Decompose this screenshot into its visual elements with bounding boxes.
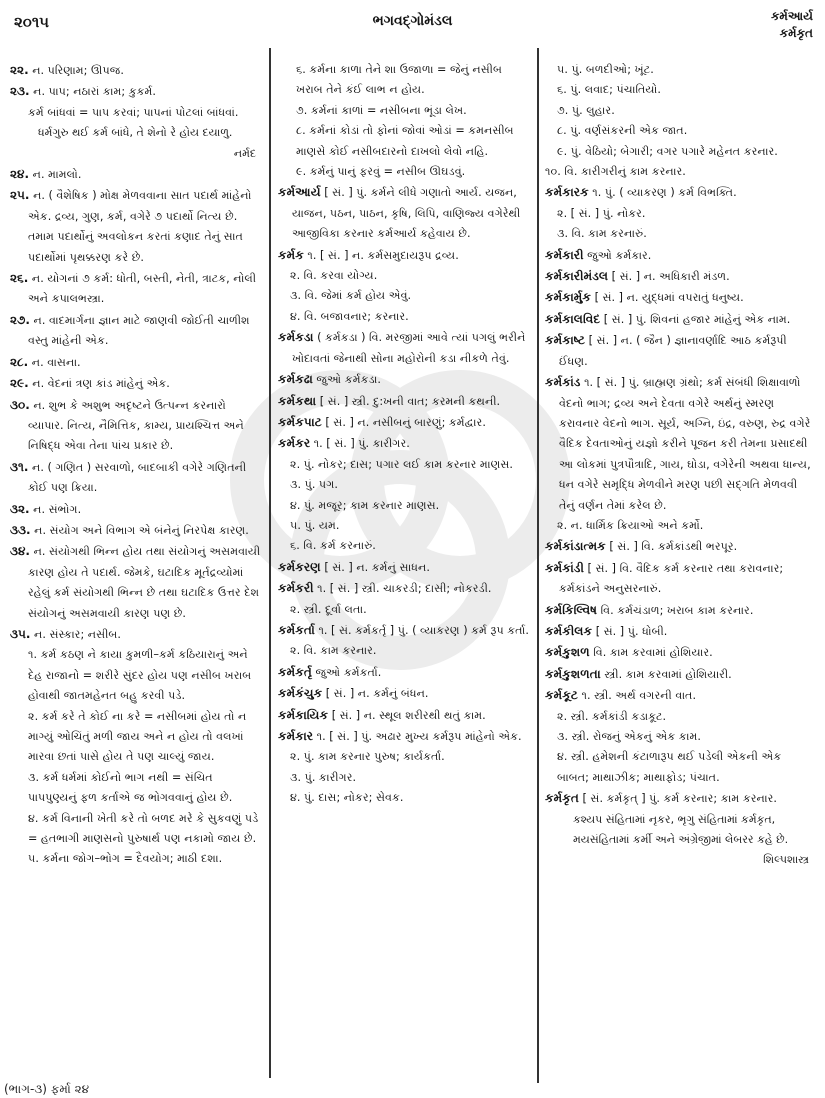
- sense-text: ન. યોગનાં ૭ કર્મ: ધોતી, બસ્તી, નેતી, ત્રાટક, નોલી અને કપાલભસ્ત્રા.: [28, 272, 257, 306]
- sense-text: ન. શુભ કે અશુભ અદૃષ્ટને ઉત્પન્ન કરનારો વ્યાપાર. નિત્ય, નૈમિત્તિક, કામ્ય, પ્રાયશ્ચિત્ત અને નિષિદ્ધ એવા તેના પાંચ પ્રકાર છે.: [28, 398, 244, 453]
- sense-number: ૨૮.: [10, 354, 29, 369]
- headword-entry: [545, 664, 815, 685]
- headword: કર્મકારી: [545, 247, 584, 262]
- headword: કર્મકડા: [278, 330, 314, 345]
- sense-entry: [10, 520, 262, 541]
- headword: કર્મકિલ્વિષ: [545, 602, 598, 617]
- sense-text: ન. પાપ; નઠારાં કામ; કુકર્મ.: [33, 85, 156, 99]
- headword-entry: [278, 245, 532, 266]
- sense-text: ન. સંયોગથી ભિન્ન હોય તથા સંયોગનું અસમવાયી કારણ હોય તે પદાર્થ. જેમકે, ઘટાદિક મૂર્તદ્રવ્યોમાં રહેલું કર્મ સંયોગથી ભિન્ન છે તથા ઘટાદિક ઉત્તર દેશ સંયોગનું અસમવાયી કારણ પણ છે.: [28, 545, 261, 620]
- sense-entry: [10, 457, 262, 499]
- idiom-entry: ૪. કર્મ વિનાની ખેતી કરે તો બળદ મરે કે સુકવણું પડે = હતભાગી માણસનો પુરુષાર્થ પણ નકામો જાય છે.: [28, 811, 259, 846]
- sense-number: ૨૪.: [10, 167, 30, 182]
- subsense-entry: ૨. ન. ધાર્મિક ક્રિયાઓ અને કર્મો.: [557, 518, 704, 532]
- definition-text: [ સં. ] ન. યુદ્ધમાં વપરાતું ધનુષ્ય.: [594, 291, 744, 305]
- idiom-entry: ૬. કર્મના કાળા તેને શા ઉજાળા = જેનું નસીબ ખરાબ તેને કંઈ લાભ ન હોય.: [296, 63, 502, 97]
- subsense-entry: ૭. પું. લુહાર.: [557, 103, 615, 117]
- headword: કર્મકાંડી: [545, 560, 584, 575]
- sense-entry: [10, 499, 262, 520]
- definition-text: [ સં. ] સ્ત્રી. દુ:ખની વાત; કરમની કથની.: [319, 394, 501, 408]
- headword-entry: [545, 621, 815, 642]
- subsense-entry: ૨. વિ. કરવા યોગ્ય.: [290, 269, 378, 283]
- footer-signature: (ભાગ-૩) ફર્મા ૨૪: [4, 1082, 90, 1096]
- definition-text: [ સં. ] ન. સ્થૂલ શરીરથી થતું કામ.: [331, 708, 486, 722]
- sense-text: ન. સંયોગ અને વિભાગ એ બંનેનું નિરપેક્ષ કારણ.: [34, 523, 249, 537]
- definition-text: વિ. કામ કરવામાં હોશિયાર.: [593, 646, 713, 660]
- headword-entry: [545, 309, 815, 330]
- sense-entry: [10, 352, 262, 373]
- idiom-entry: ૯. કર્મનું પાનું ફરવું = નસીબ ઊઘડવું.: [296, 165, 466, 179]
- headword: કર્મકાલવિદ: [545, 311, 601, 326]
- quotation: [545, 810, 815, 871]
- sense-entry: [10, 81, 262, 102]
- headword-entry: [278, 705, 532, 726]
- definition-text: જુઓ કર્મકડા.: [316, 373, 381, 387]
- sense-text: ન. સંભોગ.: [33, 502, 82, 516]
- definition-text: સ્ત્રી. કામ કરવામાં હોશિયારી.: [604, 667, 732, 681]
- subsense-entry: ૩. પું. પગ.: [290, 478, 338, 492]
- headword: કર્મકર: [278, 436, 311, 451]
- sense-text: ન. વેદનાં ત્રણ કાંડ માંહેનું એક.: [32, 377, 170, 391]
- headword: કર્મકાર: [278, 729, 314, 743]
- definition-text: જુઓ કર્મકર્તા.: [315, 665, 382, 679]
- headword-entry: [278, 412, 532, 433]
- headword: કર્મકાંડાત્મક: [545, 539, 606, 554]
- sense-number: ૨૬.: [10, 271, 29, 286]
- sense-entry: ૧૦. વિ. કારીગરીનું કામ કરનાર.: [545, 165, 686, 179]
- headword: કર્મઆર્ય: [278, 185, 321, 200]
- headword-entry: [545, 372, 815, 516]
- headword-entry: [545, 788, 815, 809]
- definition-text: [ સં. ] ન. ( જૈન ) જ્ઞાનાવર્ણાદિ આઠ કર્મરૂપી ઈંધણ.: [559, 334, 787, 368]
- headword: કર્મકાર્મુક: [545, 290, 592, 305]
- headword-entry: [278, 369, 532, 390]
- headword-entry: [545, 600, 815, 621]
- headword-entry: [545, 266, 815, 287]
- sense-number: ૩૩.: [10, 522, 31, 537]
- idiom-entry: ૩. કર્મ ધર્મમાં કોઈનો ભાગ નથી = સંચિત પાપપુણ્યનું ફળ કર્તાએ જ ભોગવવાનું હોય છે.: [28, 770, 233, 805]
- definition-text: ૧. [ સં. ] પું. બ્રાહ્મણ ગ્રંથો; કર્મ સંબંધી શિક્ષાવાળો વેદનો ભાગ; દ્રવ્ય અને દેવતા વગેરે અર્થનું સ્મરણ કરાવનાર વેદનો ભાગ. સૂર્ય, અગ્નિ, ઇંદ્ર, વરુણ, રુદ્ર વગેરે વૈદિક દેવતાઓનું યજ્ઞો કરીને પૂજન કરી તેમના પ્રસાદથી આ લોકમાં પુત્રપૌત્રાદિ, ગાય, ઘોડા, વગેરેની અથવા ધાન્ય, ધન વગેરે સમૃદ્ધિ મેળવીને મરણ પછી સદ્ગતિ મેળવવી તેનું વર્ણન તેમાં કરેલ છે.: [559, 376, 811, 512]
- idiom-entry: ૨. કર્મ કરે તે કોઈ ના કરે = નસીબમાં હોય તો ન માગ્યું ઓચિંતું મળી જાય અને ન હોય તો વલખાં મારવા છતાં પાસે હોય તે પણ ચાલ્યું જાય.: [28, 709, 247, 764]
- idiom-entry: ૫. કર્મના જોગ–ભોગ = દૈવયોગ; માઠી દશા.: [28, 852, 223, 866]
- sense-text: ન. મામલો.: [32, 168, 82, 182]
- headword: કર્મકરી: [278, 581, 314, 596]
- headword: કર્મકઢા: [278, 372, 313, 387]
- headword-entry: [278, 620, 532, 641]
- definition-text: ૧. [ સં. ] પું. કારીગર.: [313, 437, 410, 451]
- headword-entry: [545, 685, 815, 706]
- column-1: [10, 60, 262, 870]
- sense-number: ૩૨.: [10, 501, 30, 516]
- sense-text: ન. પરિણામ; ઊપજ.: [32, 64, 124, 77]
- quote-source: શિલ્પશાસ્ત્ર: [763, 853, 809, 867]
- headword: કર્મકાયિક: [278, 707, 329, 722]
- guide-words: [771, 8, 813, 42]
- headword: કર્મકારક: [545, 185, 589, 200]
- definition-text: [ સં. કર્મકૃત્ ] પું. કર્મ કરનાર; કામ કરનાર.: [582, 792, 777, 806]
- definition-text: ૧. [ સં. ] સ્ત્રી. ચાકરડી; દાસી; નોકરડી.: [317, 582, 492, 596]
- subsense-entry: ૩. સ્ત્રી. રોજનું એકનું એક કામ.: [557, 730, 701, 743]
- subsense-entry: ૩. પું. કારીગર.: [290, 770, 357, 784]
- sense-number: ૨૨.: [10, 63, 29, 77]
- subsense-entry: ૩. વિ. કામ કરનારું.: [557, 227, 647, 241]
- subsense-entry: ૨. સ્ત્રી. કર્મકાંડી કડાકૂટ.: [557, 709, 667, 723]
- sense-entry: [10, 541, 262, 624]
- definition-text: [ સં. ] પું. કર્મને લીધે ગણાતો આર્ય. યજન, યાજન, પઠન, પાઠન, કૃષિ, લિપિ, વાણિજ્ય વગેરેથી આજીવિકા કરનાર કર્મઆર્ય કહેવાય છે.: [292, 186, 521, 241]
- subsense-entry: ૨. પું. કામ કરનાર પુરુષ; કાર્યકર્તા.: [290, 750, 445, 764]
- definition-text: ( કર્મકડા ) વિ. મરજીમાં આવે ત્યાં પગલું ભરીને ખોદાવતાં જેનાથી સોના મહોરોની કડા નીકળે તેવું.: [292, 331, 526, 365]
- headword: કર્મકંચુક: [278, 686, 323, 701]
- subsense-entry: ૫. પું. યમ.: [290, 518, 340, 532]
- subsense-entry: ૬. પું. લવાદ; પંચાતિયો.: [557, 83, 661, 97]
- sense-number: ૨૫.: [10, 188, 30, 203]
- definition-text: ૧. પું. ( વ્યાકરણ ) કર્મ વિભક્તિ.: [592, 186, 737, 200]
- sense-entry: [10, 60, 262, 81]
- column-divider-1: [269, 48, 271, 1078]
- subsense-entry: ૨. [ સં. ] પું. નોકર.: [557, 206, 646, 220]
- headword-entry: [278, 391, 532, 412]
- column-2: [278, 60, 532, 809]
- quote-text: ધર્મગુરુ થઈ કર્મ બાંધે, તે શેનો રે હોય દયાળુ.: [38, 126, 233, 140]
- sense-text: ન. સંસ્કાર; નસીબ.: [34, 627, 121, 641]
- idiom-entry: ૧. કર્મ કઠણ ને કાયા કુમળી–કર્મ કઠિયારાનું અને દેહ રાજાનો = શરીરે સુંદર હોય પણ નસીબ ખરાબ હોવાથી જાતમહેનત બહુ કરવી પડે.: [28, 648, 252, 703]
- sense-entry: [10, 185, 262, 268]
- headword-entry: [545, 245, 815, 266]
- sense-entry: [10, 164, 262, 185]
- headword-entry: [545, 330, 815, 372]
- subsense-entry: ૬. વિ. કર્મ કરનારું.: [290, 539, 376, 553]
- subsense-entry: ૨. સ્ત્રી. દૂર્વા લતા.: [290, 602, 367, 616]
- sense-number: ૩૫.: [10, 626, 31, 641]
- definition-text: ૧. [ સં. કર્મકર્તૃ ] પું. ( વ્યાકરણ ) કર્મ રૂપ કર્તા.: [318, 623, 529, 637]
- headword-entry: [278, 327, 532, 369]
- page-header: [0, 0, 825, 48]
- subsense-entry: ૫. પું. બળદીઓ; ખૂંટ.: [557, 63, 654, 76]
- subsense-entry: ૨. વિ. કામ કરનાર.: [290, 644, 377, 658]
- sense-text: ન. ( વૈશેષિક ) મોક્ષ મેળવવાના સાત પદાર્થ માંહેનો એક. દ્રવ્ય, ગુણ, કર્મ, વગેરે ૭ પદાર્થો નિત્ય છે. તમામ પદાર્થોનું અવલોકન કરતાં કણાદ તેનું સાત પદાર્થોમાં પૃથક્કરણ કરે છે.: [28, 189, 252, 264]
- sense-entry: [10, 395, 262, 457]
- sense-entry: [10, 624, 262, 645]
- sense-number: ૩૦.: [10, 397, 30, 412]
- definition-text: વિ. કર્મચંડાળ; ખરાબ કામ કરનાર.: [600, 603, 754, 617]
- headword: કર્મકૂટ: [545, 688, 578, 703]
- column-3: [545, 60, 815, 871]
- subsense-entry: ૪. વિ. બજાવનાર; કરનાર.: [290, 309, 409, 323]
- idiom-entry: કર્મ બાંધવાં = પાપ કરવાં; પાપનાં પોટલાં બાંધવાં.: [28, 105, 239, 119]
- sense-number: ૩૪.: [10, 544, 30, 559]
- headword-entry: [545, 536, 815, 557]
- headword: કર્મકર્તા: [278, 622, 315, 637]
- subsense-entry: ૪. સ્ત્રી. હમેશની કંટાળારૂપ થઈ પડેલી એકની એક બાબત; માથાઝીક; માથાફોડ; પંચાત.: [557, 750, 782, 784]
- definition-text: [ સં. ] વિ. કર્મકાંડથી ભરપૂર.: [609, 540, 738, 554]
- headword: કર્મકુશળ: [545, 645, 590, 660]
- definition-text: [ સં. ] ન. અધિકારી મંડળ.: [611, 270, 730, 284]
- subsense-entry: ૩. વિ. જેમાં કર્મ હોય એવું.: [290, 289, 412, 303]
- headword-entry: [278, 726, 532, 747]
- definition-text: [ સં. ] પું. ધોબી.: [595, 624, 668, 638]
- headword: કર્મકરણ: [278, 559, 321, 574]
- headword: કર્મકાંડ: [545, 375, 581, 390]
- headword: કર્મકર્તૃ: [278, 664, 312, 679]
- definition-text: ૧. [ સં. ] ન. કર્મસમુદાયરૂપ દ્રવ્ય.: [307, 248, 459, 262]
- definition-text: [ સં. ] પું. શિવનાં હજાર માંહેનું એક નામ.: [603, 312, 791, 326]
- sense-entry: [10, 310, 262, 352]
- headword: કર્મકથા: [278, 393, 317, 408]
- sense-number: ૨૭.: [10, 312, 30, 327]
- definition-text: ૧. [ સં. ] પું. અઢાર મુખ્ય કર્મરૂપ માંહેનો એક.: [316, 730, 522, 743]
- headword-entry: [545, 558, 815, 600]
- headword: કર્મકૃત: [545, 791, 579, 806]
- definition-text: જુઓ કર્મકાર.: [587, 248, 652, 262]
- sense-text: ન. ( ગણિત ) સરવાળો, બાદબાકી વગેરે ગણિતની કોઈ પણ ક્રિયા.: [28, 460, 247, 495]
- subsense-entry: ૪. પું. દાસ; નોકર; સેવક.: [290, 791, 404, 805]
- definition-text: [ સં. ] વિ. વૈદિક કર્મ કરનાર તથા કરાવનાર; કર્મકાંડને અનુસરનારું.: [559, 561, 784, 596]
- headword-entry: [278, 662, 532, 683]
- headword: કર્મકારીમંડલ: [545, 269, 609, 284]
- headword: કર્મકપાટ: [278, 414, 322, 429]
- sense-number: ૨૩.: [10, 84, 30, 99]
- headword: કર્મકુશળતા: [545, 666, 601, 681]
- book-title: ભગવદ્ગોમંડલ: [372, 13, 453, 29]
- headword: કર્મકાષ્ટ: [545, 333, 586, 348]
- idiom-entry: ૭. કર્મનાં કાળાં = નસીબના ભૂંડા લેખ.: [296, 103, 467, 117]
- definition-text: ૧. સ્ત્રી. અર્થ વગરની વાત.: [581, 689, 697, 703]
- headword: કર્મકીલક: [545, 623, 593, 638]
- sense-entry: [10, 268, 262, 310]
- sense-number: ૩૧.: [10, 459, 29, 474]
- idiom-entry: ૮. કર્મનાં કોડાં તો ફોનાં જોવાં ઓડાં = કમનસીબ માણસે કોઈ નસીબદારનો દાખલો લેવો નહિ.: [296, 124, 514, 158]
- headword: કર્મક: [278, 247, 304, 262]
- headword-entry: [278, 683, 532, 704]
- headword-entry: [545, 642, 815, 663]
- headword-entry: [545, 182, 815, 203]
- sense-text: ન. વાસના.: [31, 355, 81, 369]
- definition-text: [ સં. ] ન. કર્મનું બંધન.: [325, 687, 429, 701]
- sense-number: ૨૯.: [10, 376, 29, 391]
- guide-word-first: કર્મઆર્ય: [770, 9, 813, 23]
- column-divider-2: [537, 48, 539, 1083]
- subsense-entry: ૪. પું. મજૂર; કામ કરનાર માણસ.: [290, 498, 440, 512]
- subsense-entry: ૨. પું. નોકર; દાસ; પગાર લઈ કામ કરનાર માણસ.: [290, 457, 513, 471]
- headword-entry: [278, 433, 532, 454]
- headword-entry: [545, 287, 815, 308]
- definition-text: [ સં. ] ન. કર્મનું સાધન.: [324, 560, 430, 574]
- headword-entry: [278, 578, 532, 599]
- guide-word-last: કર્મકૃત: [779, 26, 813, 40]
- headword-entry: [278, 557, 532, 578]
- quote-text: કશ્યપ સંહિતામાં નૃકર, ભૃગુ સંહિતામાં કર્મકૃત, મયસંહિતામાં કર્મી અને અંગ્રેજીમાં લેબરર કહે છે.: [573, 812, 789, 847]
- subsense-entry: ૯. પું. વેઠિયો; બેગારી; વગર પગારે મહેનત કરનાર.: [557, 144, 778, 158]
- definition-text: [ સં. ] ન. નસીબનું બારણું; કર્મદ્વાર.: [325, 415, 486, 429]
- sense-text: ન. વાદમાર્ગના જ્ઞાન માટે જાણવી જોઈતી ચાળીશ વસ્તુ માંહેની એક.: [28, 313, 250, 348]
- quote-source: નર્મદ: [233, 146, 256, 160]
- page-number: ૨૦૧૫: [14, 13, 50, 31]
- subsense-entry: ૮. પું. વર્ણસંકરની એક જાત.: [557, 124, 688, 138]
- sense-entry: [10, 373, 262, 394]
- headword-entry: [278, 182, 532, 244]
- quotation: [10, 123, 262, 164]
